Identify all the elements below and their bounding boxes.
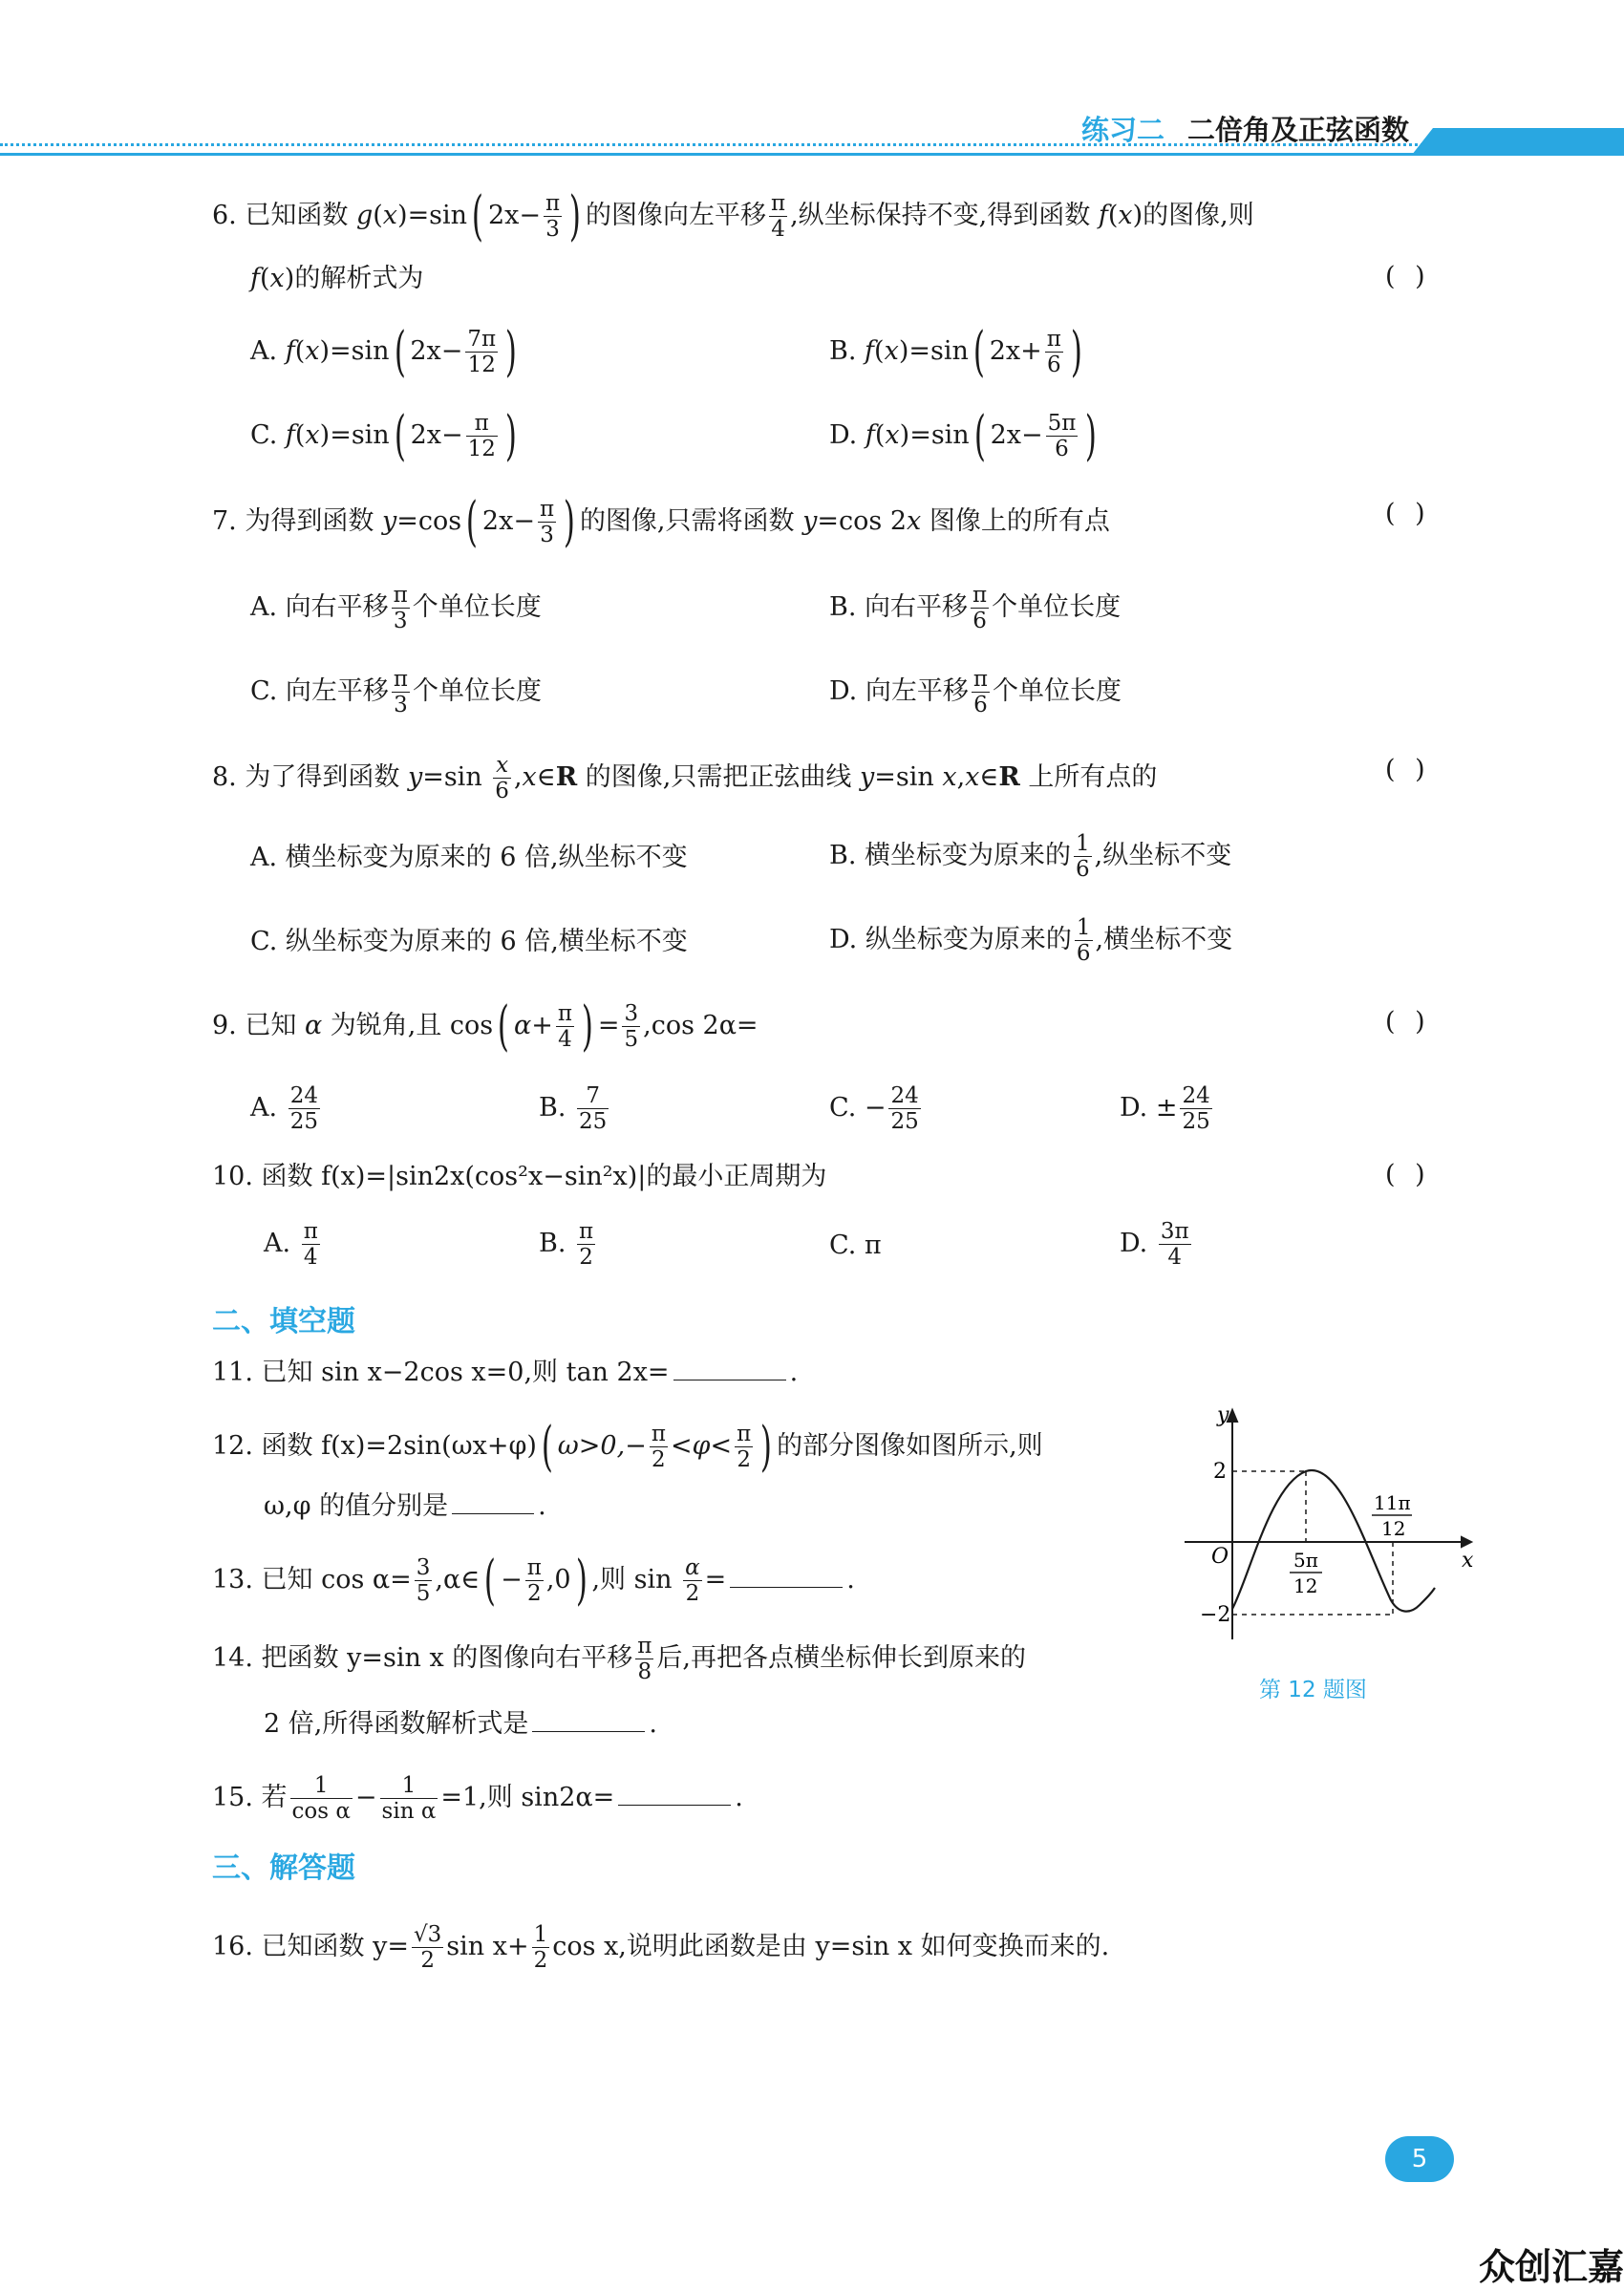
question-11: 11. 已知 sin x−2cos x=0,则 tan 2x= . [212, 1355, 798, 1390]
q9-option-b: B. $\frac{7}{25}$ [539, 1083, 608, 1134]
answer-blank[interactable] [730, 1562, 843, 1588]
y-tick-top: 2 [1213, 1460, 1227, 1484]
q9-option-d: D. ± $\frac{24}{25}$ [1120, 1083, 1210, 1134]
q7-option-d: D. 向左平移 $\frac{\pi}{6}$ 个单位长度 [829, 667, 1122, 717]
q9-option-c: C. − $\frac{24}{25}$ [829, 1083, 919, 1134]
header-tab [1412, 128, 1624, 155]
q10-option-b: B. $\frac{\pi}{2}$ [539, 1219, 594, 1270]
y-axis-arrow [1228, 1410, 1237, 1422]
section-answer: 三、解答题 [212, 1851, 355, 1885]
q10-option-c: C. π [829, 1231, 882, 1260]
header-title [1081, 109, 1409, 148]
q6-option-d: D. f(x)=sin( 2x− $\frac{5\pi}{6}$ ) [829, 404, 1098, 467]
q7-option-b: B. 向右平移 $\frac{\pi}{6}$ 个单位长度 [829, 583, 1122, 633]
question-16: 16. 已知函数 y= $\frac{√3}{2}$ sin x+ $\frac{1}{2}$ cos x,说明此函数是由 y=sin x 如何变换而来的. [212, 1922, 1110, 1973]
x-axis-arrow [1462, 1537, 1471, 1547]
watermark: 众创汇嘉 [1479, 2246, 1624, 2288]
q7-option-a: A. 向右平移 $\frac{\pi}{3}$ 个单位长度 [250, 583, 542, 633]
q9-option-a: A. $\frac{24}{25}$ [250, 1083, 318, 1134]
answer-paren: ( ) [1385, 1160, 1431, 1189]
page-number: 5 [1385, 2136, 1454, 2182]
figure-caption: 第 12 题图 [1259, 1678, 1367, 1702]
question-10: 10. 函数 f(x)=|sin2x(cos²x−sin²x)|的最小正周期为 [212, 1162, 827, 1191]
header-dotted-rule [0, 143, 1423, 146]
answer-paren: ( ) [1385, 499, 1431, 528]
sine-graph-figure [1175, 1404, 1490, 1653]
chapter-title: 二倍角及正弦函数 [1187, 114, 1410, 146]
q8-option-c: C. 纵坐标变为原来的 6 倍,横坐标不变 [250, 927, 688, 956]
answer-blank[interactable] [618, 1780, 731, 1806]
x-tick-1-den: 12 [1293, 1574, 1318, 1597]
q8-option-d: D. 纵坐标变为原来的 $\frac{1}{6}$ ,横坐标不变 [829, 915, 1233, 966]
y-label: y [1217, 1404, 1229, 1427]
question-9: 9. 已知 α 为锐角,且 cos( α+ $\frac{\pi}{4}$ ) = $\frac{3}{5}$ ,cos 2α= [212, 995, 759, 1058]
question-14-line2: 2 倍,所得函数解析式是 . [264, 1706, 657, 1742]
question-6-line2: f(x)的解析式为 [250, 264, 424, 293]
answer-blank[interactable] [452, 1488, 534, 1514]
answer-paren: ( ) [1385, 1007, 1431, 1037]
question-14: 14. 把函数 y=sin x 的图像向右平移 $\frac{\pi}{8}$ 后,再把各点横坐标伸长到原来的 [212, 1634, 1026, 1684]
x-tick-2-den: 12 [1381, 1517, 1406, 1540]
question-12-line2: ω,φ 的值分别是 . [264, 1488, 546, 1524]
q6-option-a: A. f(x)=sin( 2x− $\frac{7\pi}{12}$ ) [250, 320, 518, 383]
answer-blank[interactable] [532, 1706, 645, 1732]
answer-paren: ( ) [1385, 755, 1431, 784]
q8-option-b: B. 横坐标变为原来的 $\frac{1}{6}$ ,纵坐标不变 [829, 831, 1232, 882]
q6-option-c: C. f(x)=sin( 2x− $\frac{\pi}{12}$ ) [250, 404, 517, 467]
x-tick-1-num: 5π [1293, 1549, 1318, 1572]
answer-blank[interactable] [673, 1355, 786, 1380]
question-8: 8. 为了得到函数 y=sin $\frac{x}{6}$ ,x∈R 的图像,只需把正弦曲线 y=sin x,x∈R 上所有点的 [212, 753, 1158, 803]
question-13: 13. 已知 cos α= $\frac{3}{5}$ ,α∈( − $\frac{\pi}{2}$ ,0) ,则 sin $\frac{\alpha}{2}$ = . [212, 1549, 855, 1612]
x-label: x [1462, 1549, 1474, 1573]
answer-paren: ( ) [1385, 262, 1431, 291]
header-rule [0, 153, 1624, 156]
y-tick-bottom: −2 [1200, 1603, 1231, 1627]
section-fill-in: 二、填空题 [212, 1305, 355, 1338]
question-6: 6. 已知函数 g(x)=sin( 2x− $\frac{\pi}{3}$ ) 的图像向左平移 $\frac{\pi}{4}$ ,纵坐标保持不变,得到函数 f(x)的图像,则 [212, 184, 1254, 247]
question-7: 7. 为得到函数 y=cos( 2x− $\frac{\pi}{3}$ ) 的图像,只需将函数 y=cos 2x 图像上的所有点 [212, 490, 1110, 553]
origin-label: O [1211, 1545, 1229, 1569]
q8-option-a: A. 横坐标变为原来的 6 倍,纵坐标不变 [250, 843, 688, 872]
practice-label: 练习二 [1081, 114, 1165, 146]
q10-option-a: A. $\frac{\pi}{4}$ [264, 1219, 318, 1270]
q6-option-b: B. f(x)=sin( 2x+ $\frac{\pi}{6}$ ) [829, 320, 1082, 383]
x-tick-2-num: 11π [1374, 1491, 1411, 1514]
q10-option-d: D. $\frac{3\pi}{4}$ [1120, 1219, 1189, 1270]
question-12: 12. 函数 f(x)=2sin(ωx+φ)( ω>0,− $\frac{\pi}{2}$ <φ< $\frac{\pi}{2}$ ) 的部分图像如图所示,则 [212, 1415, 1043, 1478]
q7-option-c: C. 向左平移 $\frac{\pi}{3}$ 个单位长度 [250, 667, 542, 717]
question-15: 15. 若 $\frac{1}{\text{cos α}}$ − $\frac{1}{\text{sin α}}$ =1,则 sin2α= . [212, 1773, 743, 1824]
